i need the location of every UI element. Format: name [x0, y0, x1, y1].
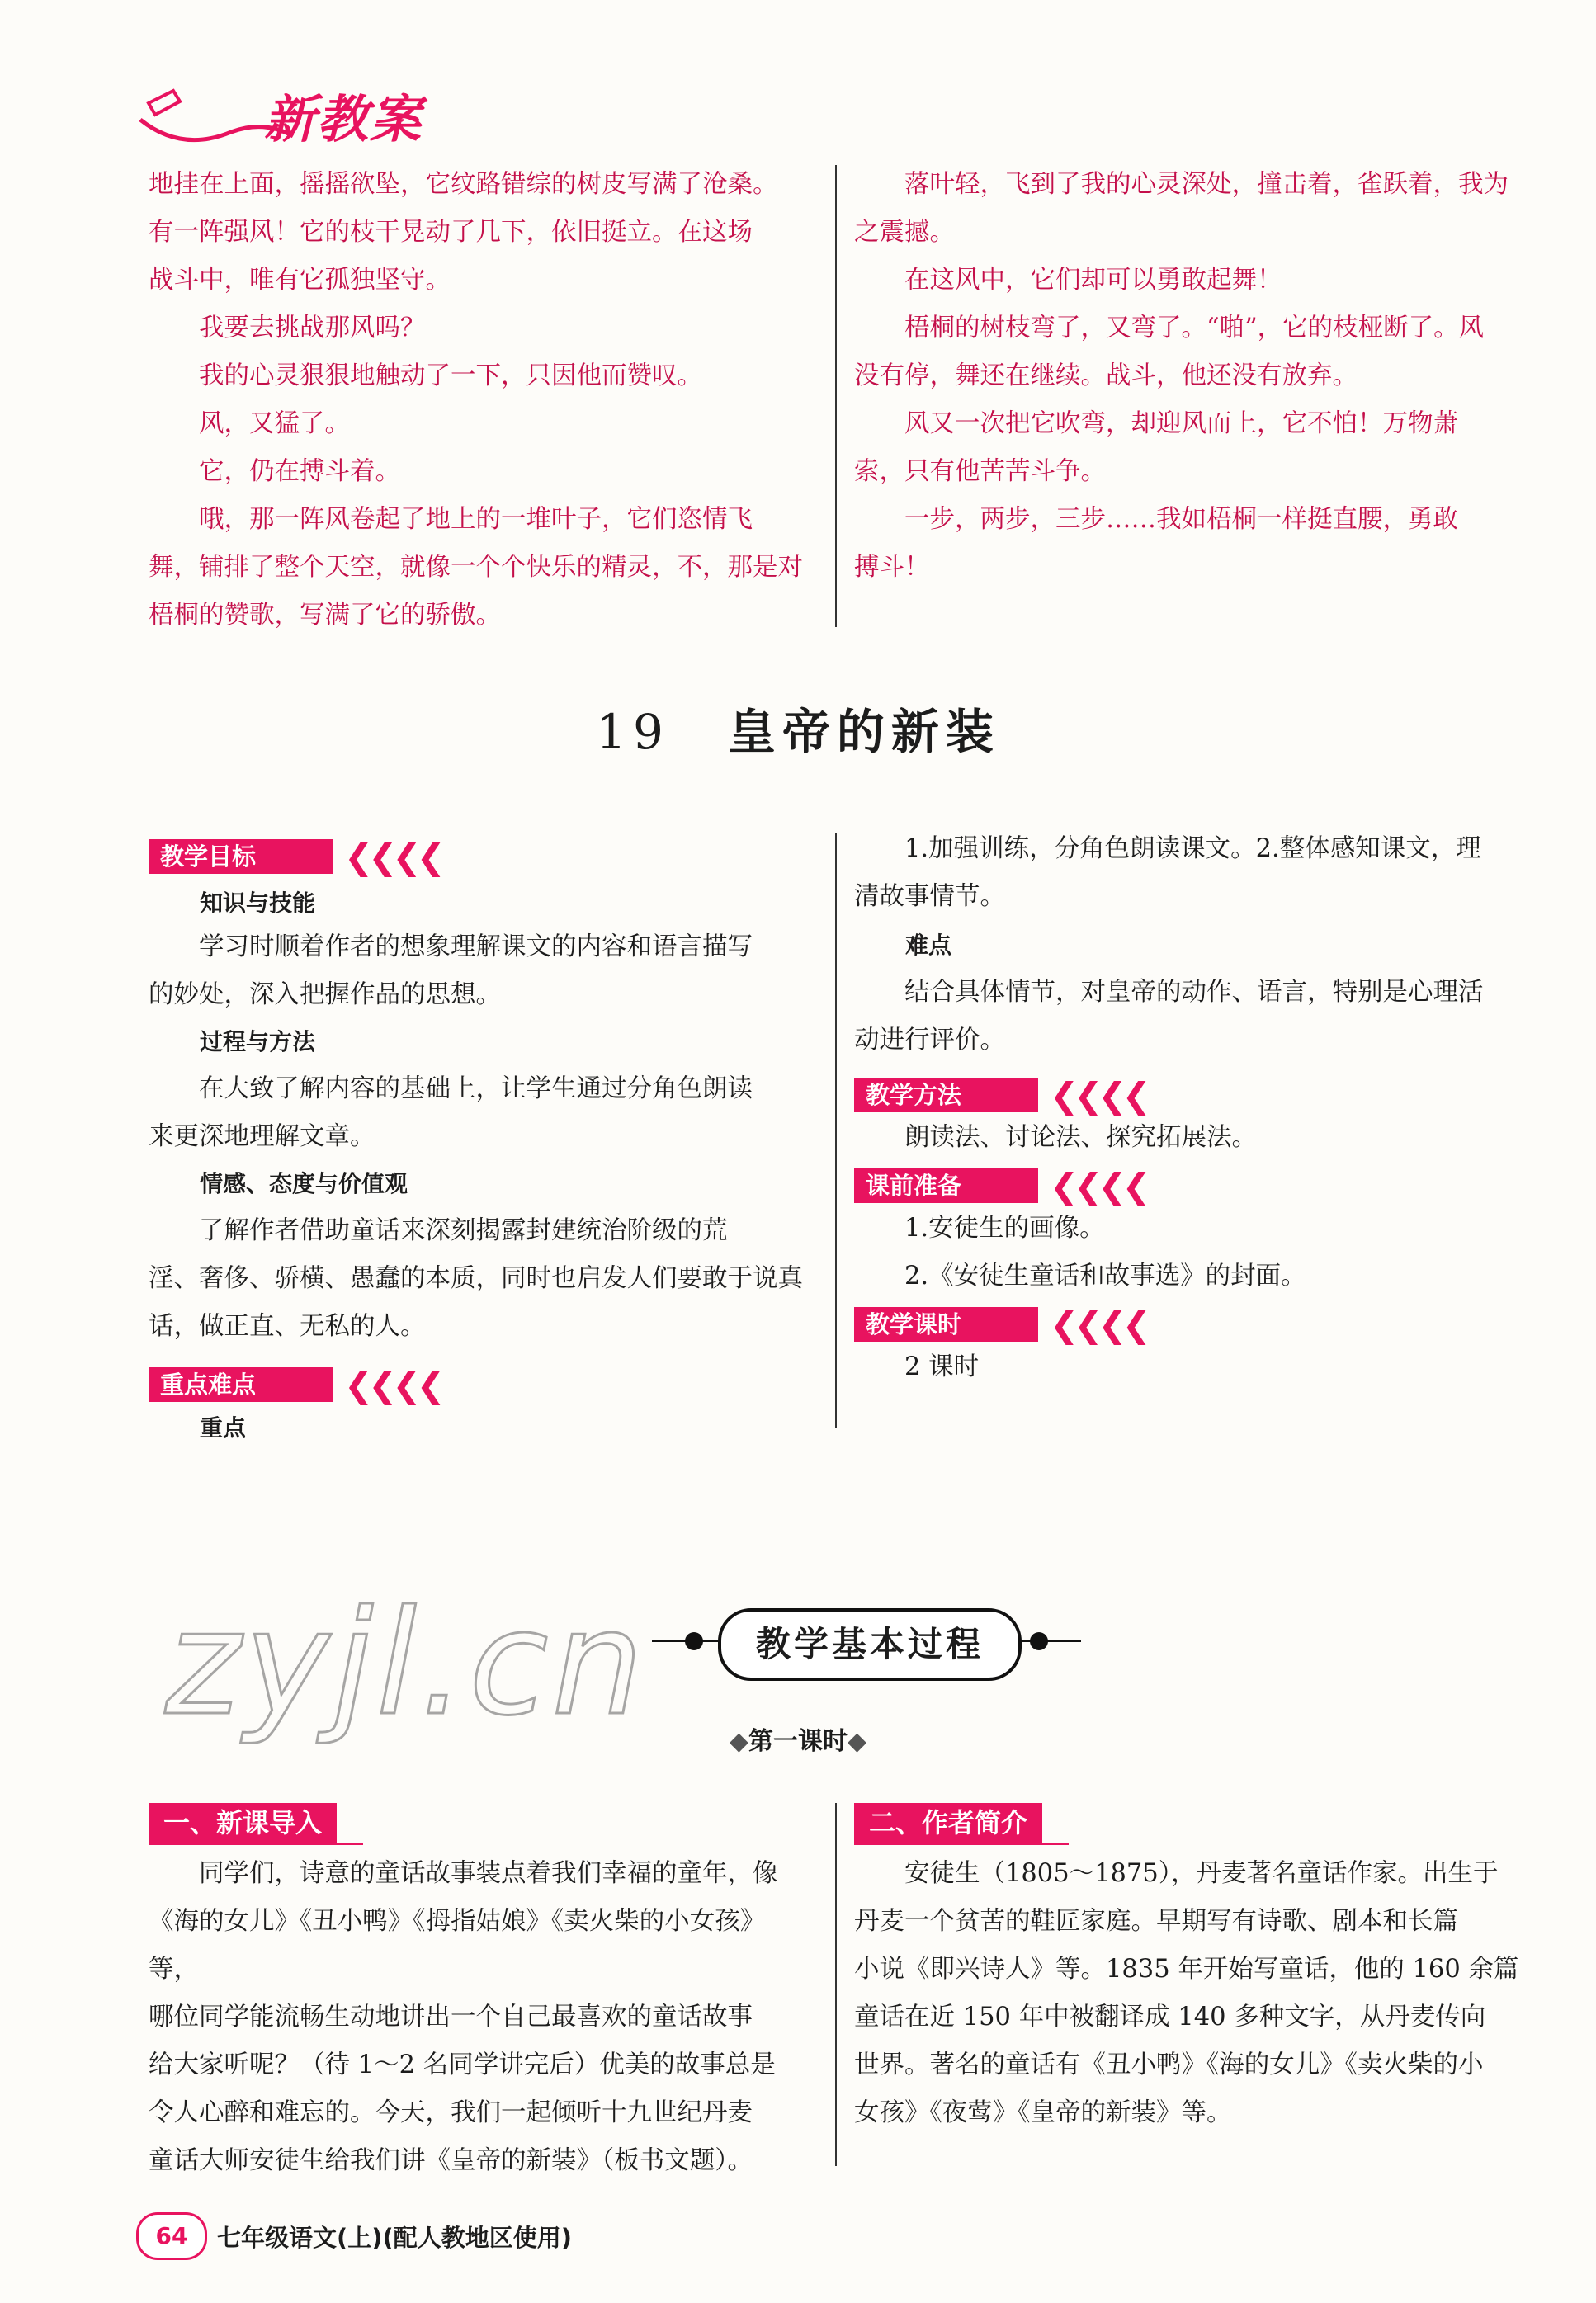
session-label: 第一课时	[748, 1727, 848, 1756]
paragraph-line: 的妙处，深入把握作品的思想。	[149, 980, 501, 1009]
chevrons-icon: ❮❮❮❮	[1050, 1165, 1146, 1206]
paragraph-line: 小说《即兴诗人》等。1835 年开始写童话，他的 160 余篇	[854, 1955, 1519, 1984]
paragraph-line: 安徒生（1805～1875），丹麦著名童话作家。出生于	[854, 1859, 1499, 1888]
paragraph-line: 1.加强训练，分角色朗读课文。2.整体感知课文，理	[854, 834, 1481, 863]
paragraph-line: 同学们，诗意的童话故事装点着我们幸福的童年，像	[149, 1859, 778, 1888]
page-footer	[136, 2211, 572, 2261]
paragraph-line: 落叶轻，飞到了我的心灵深处，撞击着，雀跃着，我为	[854, 170, 1509, 199]
paragraph-line: 话，做正直、无私的人。	[149, 1312, 426, 1341]
knowledge-label: 知识与技能	[200, 890, 316, 917]
paragraph-line: 梧桐的赞歌，写满了它的骄傲。	[149, 601, 501, 630]
paragraph-line: 丹麦一个贫苦的鞋匠家庭。早期写有诗歌、剧本和长篇	[854, 1907, 1458, 1936]
paragraph-line: 一步，两步，三步……我如梧桐一样挺直腰，勇敢	[854, 505, 1458, 534]
paragraph-line: 风，又猛了。	[149, 409, 350, 438]
top-left-text	[149, 161, 809, 639]
ornament-icon: ◆	[848, 1727, 867, 1756]
paragraph-line: 给大家听呢？（待 1～2 名同学讲完后）优美的故事总是	[149, 2051, 776, 2079]
section-author	[854, 1803, 1523, 2137]
paragraph-line: 学习时顺着作者的想象理解课文的内容和语言描写	[149, 932, 753, 961]
chevrons-icon: ❮❮❮❮	[344, 1364, 441, 1405]
emotion-label: 情感、态度与价值观	[200, 1170, 408, 1197]
paragraph-line: 舞，铺排了整个天空，就像一个个快乐的精灵，不，那是对	[149, 553, 803, 582]
column-divider	[835, 165, 837, 627]
paragraph-line: 索，只有他苦苦斗争。	[854, 457, 1106, 486]
paragraph-line: 《海的女儿》《丑小鸭》《拇指姑娘》《卖火柴的小女孩》等，	[149, 1907, 766, 1984]
process-text	[149, 1065, 817, 1161]
time-text	[854, 1343, 1523, 1391]
method-text	[854, 1114, 1523, 1162]
paragraph-line: 结合具体情节，对皇帝的动作、语言，特别是心理活	[854, 978, 1484, 1007]
dot-icon	[1030, 1632, 1048, 1650]
paragraph-line: 它，仍在搏斗着。	[149, 457, 400, 486]
paragraph-line: 哦，那一阵风卷起了地上的一堆叶子，它们恣情飞	[149, 505, 753, 534]
paragraph-line: 女孩》《夜莺》《皇帝的新装》等。	[854, 2098, 1232, 2127]
page-number: 64	[136, 2212, 207, 2260]
key-heading	[149, 1366, 817, 1404]
watermark: zyjl.cn	[165, 1580, 647, 1748]
paragraph-line: 有一阵强风！它的枝干晃动了几下，依旧挺立。在这场	[149, 218, 753, 247]
paragraph-line: 之震撼。	[854, 218, 955, 247]
paragraph-line: 世界。著名的童话有《丑小鸭》《海的女儿》《卖火柴的小	[854, 2051, 1484, 2079]
paragraph-line: 动进行评价。	[854, 1026, 1005, 1055]
paragraph-line: 淫、奢侈、骄横、愚蠢的本质，同时也启发人们要敢于说真	[149, 1264, 803, 1293]
paragraph-line: 搏斗！	[854, 553, 930, 582]
session-heading	[0, 1720, 1596, 1757]
prep-text	[854, 1205, 1523, 1300]
heading-label: 重点难点	[149, 1367, 333, 1402]
right-column	[854, 825, 1523, 1391]
lesson-number: 19	[596, 704, 670, 760]
left-column	[149, 838, 817, 1448]
paragraph-line: 我的心灵狠狠地触动了一下，只因他而赞叹。	[149, 361, 702, 390]
key-label: 重点	[200, 1414, 247, 1442]
paragraph-line: 朗读法、讨论法、探究拓展法。	[854, 1123, 1257, 1152]
difficulty-text	[854, 969, 1523, 1064]
chevrons-icon: ❮❮❮❮	[344, 836, 441, 877]
difficulty-label: 难点	[905, 932, 952, 959]
key-text	[854, 825, 1523, 921]
paragraph-line: 地挂在上面，摇摇欲坠，它纹路错综的树皮写满了沧桑。	[149, 170, 778, 199]
column-divider	[835, 1803, 837, 2166]
banner-line	[1015, 1640, 1081, 1642]
paragraph-line: 1.安徒生的画像。	[854, 1214, 1105, 1243]
lesson-name: 皇帝的新装	[727, 704, 1000, 760]
heading-label: 二、作者简介	[854, 1803, 1042, 1843]
process-banner	[652, 1597, 1081, 1687]
heading-label: 教学课时	[854, 1307, 1038, 1342]
section-intro	[149, 1803, 809, 2185]
chevrons-icon: ❮❮❮❮	[1050, 1074, 1146, 1116]
prep-heading	[854, 1167, 1523, 1205]
paragraph-line: 2 课时	[854, 1352, 980, 1381]
dot-icon	[685, 1632, 703, 1650]
paragraph-line: 没有停，舞还在继续。战斗，他还没有放弃。	[854, 361, 1358, 390]
emotion-text	[149, 1207, 817, 1351]
heading-label: 教学目标	[149, 839, 333, 874]
paragraph-line: 在这风中，它们却可以勇敢起舞！	[854, 266, 1282, 295]
paragraph-line: 2.《安徒生童话和故事选》的封面。	[854, 1262, 1306, 1291]
chevrons-icon: ❮❮❮❮	[1050, 1304, 1146, 1345]
paragraph-line: 哪位同学能流畅生动地讲出一个自己最喜欢的童话故事	[149, 2003, 753, 2032]
paragraph-line: 童话在近 150 年中被翻译成 140 多种文字，从丹麦传向	[854, 2003, 1486, 2032]
banner-title: 教学基本过程	[718, 1608, 1022, 1681]
heading-label: 一、新课导入	[149, 1803, 337, 1843]
heading-label: 课前准备	[854, 1168, 1038, 1203]
paragraph-line: 梧桐的树枝弯了，又弯了。“啪”，它的枝桠断了。风	[854, 314, 1485, 342]
paragraph-line: 了解作者借助童话来深刻揭露封建统治阶级的荒	[149, 1216, 728, 1245]
knowledge-text	[149, 923, 817, 1019]
footer-text: 七年级语文(上)(配人教地区使用)	[217, 2223, 573, 2252]
method-heading	[854, 1076, 1523, 1114]
section-heading	[854, 1803, 1069, 1845]
goals-heading	[149, 838, 817, 875]
paragraph-line: 我要去挑战那风吗？	[149, 314, 426, 342]
section-text	[854, 1850, 1523, 2137]
column-divider	[835, 833, 837, 1428]
lesson-title	[0, 693, 1596, 762]
paragraph-line: 令人心醉和难忘的。今天，我们一起倾听十九世纪丹麦	[149, 2098, 753, 2127]
paragraph-line: 风又一次把它吹弯，却迎风而上，它不怕！万物萧	[854, 409, 1458, 438]
time-heading	[854, 1305, 1523, 1343]
section-text	[149, 1850, 809, 2185]
paragraph-line: 在大致了解内容的基础上，让学生通过分角色朗读	[149, 1074, 753, 1103]
header-logo	[132, 78, 495, 169]
heading-label: 教学方法	[854, 1078, 1038, 1112]
section-heading	[149, 1803, 363, 1845]
logo-text: 新教案	[264, 89, 423, 149]
paragraph-line: 战斗中，唯有它孤独坚守。	[149, 266, 451, 295]
ornament-icon: ◆	[729, 1727, 748, 1756]
paragraph-line: 来更深地理解文章。	[149, 1122, 375, 1151]
process-label: 过程与方法	[200, 1028, 316, 1055]
top-right-text	[854, 161, 1523, 592]
paragraph-line: 童话大师安徒生给我们讲《皇帝的新装》（板书文题）。	[149, 2146, 753, 2175]
paragraph-line: 清故事情节。	[854, 882, 1005, 911]
